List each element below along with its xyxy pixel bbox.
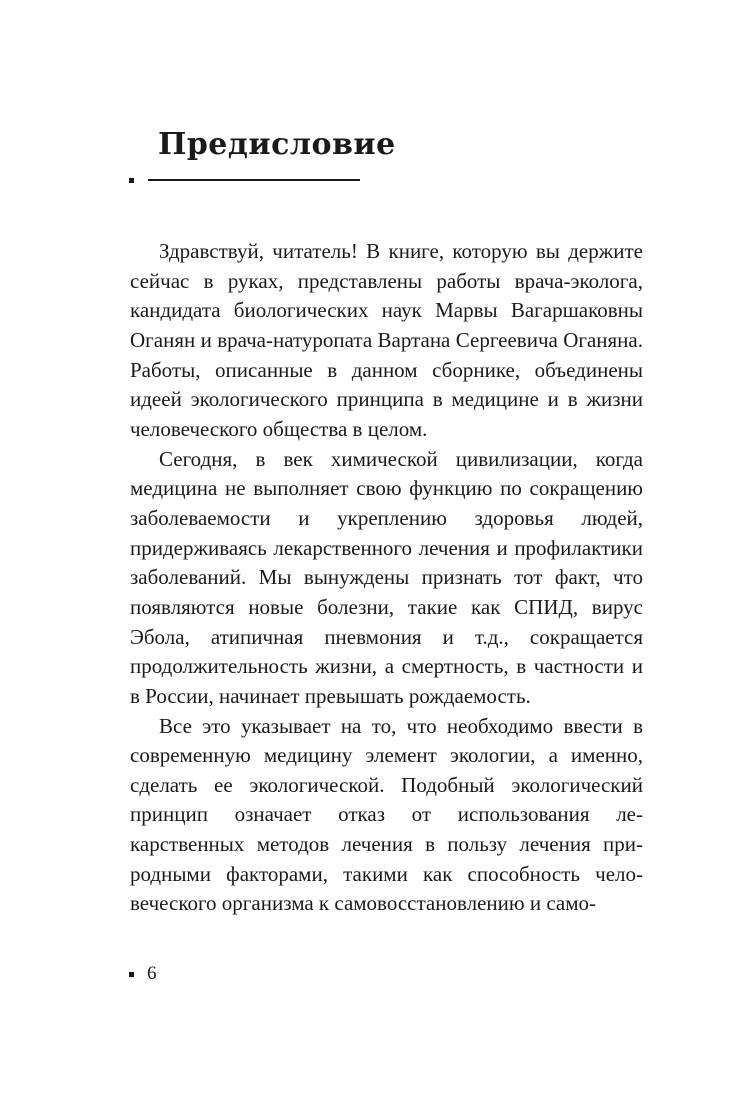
paragraph: Сегодня, в век химической цивилизации, когда медицина не выполняет свою функцию по сокращению заболеваемости и укреплению здоровья людей, придерживаясь лекарственного лечения и профилактики заболеваний. Мы вынуждены признать тот факт, что появляются новые болезни, такие как СПИД, вирус Эбола, атипичная пневмония и т.д., сокращается продолжительность жизни, а смертность, в частности и в России, начинает превышать рождаемость.: [130, 446, 643, 708]
paragraph: Все это указывает на то, что необходимо ввести в современную медицину элемент экологии, а именно, сделать ее экологической. Подобный экологический принцип означает отказ от использования лекарственных методов лечения в пользу лечения природными факторами, такими как способность человеческого организма к самовосстановлению и само-: [130, 713, 643, 916]
paragraph: Здравствуй, читатель! В книге, которую вы держите сейчас в руках, представлены работы врача-эколога, кандидата биологических наук Марвы Вагаршаковны Оганян и врача-натуропата Вартана Сергеевича Оганяна. Работы, описанные в данном сборнике, объединены идеей экологического принципа в медицине и в жизни человеческого общества в целом.: [130, 239, 643, 441]
body-text: [130, 237, 643, 919]
heading-bullet-mark: [129, 178, 134, 183]
chapter-title: Предисловие: [158, 127, 396, 162]
heading-underline: [148, 179, 360, 181]
footer-bullet-mark: [129, 972, 134, 977]
page-number: 6: [147, 963, 157, 984]
page-footer: [129, 963, 157, 985]
